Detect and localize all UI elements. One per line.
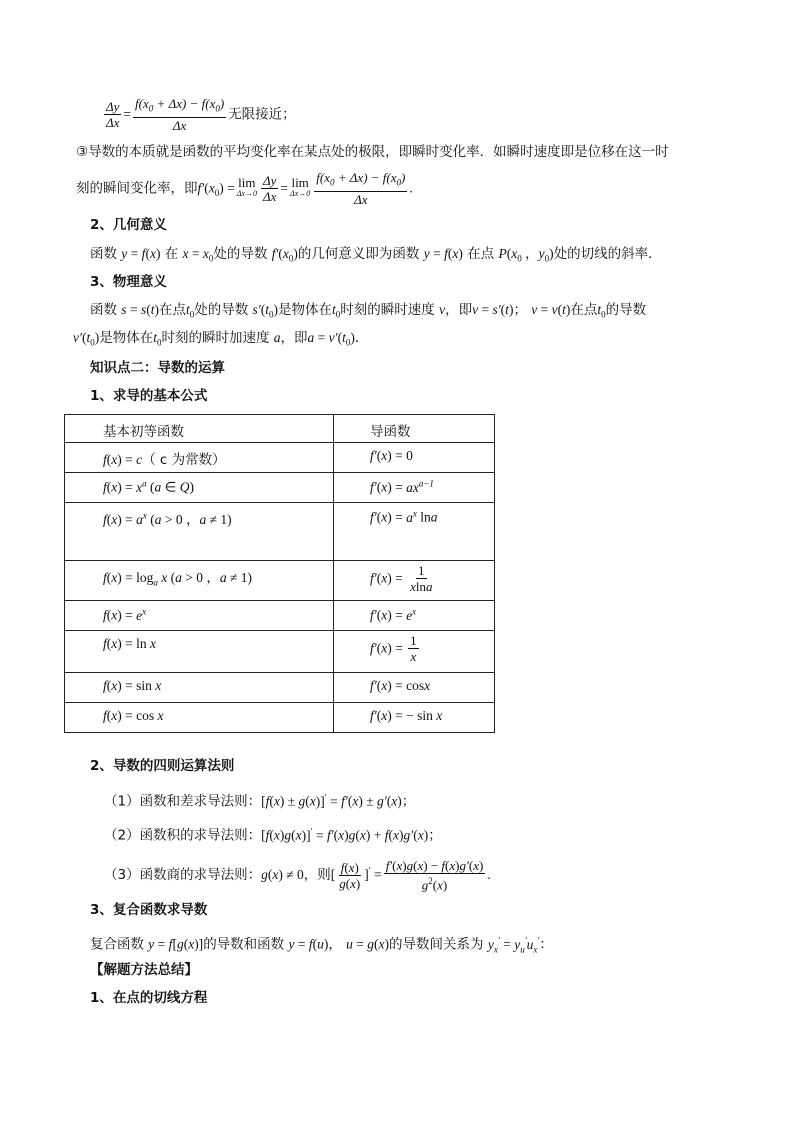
geo-heading: 2、几何意义 xyxy=(90,217,167,233)
table-row xyxy=(65,673,495,703)
rule-product: （2）函数积的求导法则：[f(x)g(x)]′ = f′(x)g(x) + f(x)g′(x)； xyxy=(104,826,442,844)
approach-text: 无限接近； xyxy=(228,106,296,123)
table-cell: f′(x) = − sin x xyxy=(334,703,495,733)
table-row xyxy=(65,601,495,631)
kp2-sub3: 3、复合函数求导数 xyxy=(90,902,208,918)
phys-text-2: $v'(t_0)$是物体在$t_0$时刻的瞬时加速度 a，即$a = v'(t_0)$． xyxy=(73,330,369,348)
table-cell: f(x) = ln x xyxy=(65,631,334,673)
kp2-heading: 知识点二：导数的运算 xyxy=(90,360,225,376)
table-row xyxy=(65,703,495,733)
table-cell: $f(x) = \log_a x$ (a > 0 ，a ≠ 1) xyxy=(65,561,334,601)
phys-heading: 3、物理意义 xyxy=(90,274,167,290)
difference-quotient: $\frac{f(x_0 + \Delta x) - f(x_0)}{\Delta x}$ xyxy=(135,96,225,133)
table-row xyxy=(65,503,495,561)
table-row xyxy=(65,631,495,673)
phys-text-1: 函数 s = s(t)在点$t_0$处的导数 $s'(t_0)$是物体在$t_0$时刻的瞬时速度 v，即v = s′(t)； v = v(t)在点$t_0$的导数 xyxy=(90,302,647,320)
table-header-cell: 导函数 xyxy=(334,415,495,443)
table-cell: $f'(x) = e^x$ xyxy=(334,601,495,631)
table-row xyxy=(65,561,495,601)
essence-line-1: ③导数的本质就是函数的平均变化率在某点处的极限，即瞬时变化率．如瞬时速度即是位移在这一时 xyxy=(76,144,669,160)
derivative-formula-table xyxy=(64,414,495,733)
composite-rule: 复合函数 y = f[g(x)]的导数和函数 y = f(u)， u = g(x)的导数间关系为 $y_x' = y_u'u_x'$： xyxy=(90,935,553,955)
rule-sum: （1）函数和差求导法则：[f(x) ± g(x)]′ = f′(x) ± g′(x)； xyxy=(104,792,416,810)
table-cell: f′(x) = cosx xyxy=(334,673,495,703)
table-cell: $f(x) = e^x$ xyxy=(65,601,334,631)
delta-ratio: $\frac{\Delta y}{\Delta x}$ xyxy=(106,98,120,130)
method-heading: 【解题方法总结】 xyxy=(90,962,198,978)
kp2-sub1: 1、求导的基本公式 xyxy=(90,388,208,404)
table-row xyxy=(65,443,495,473)
table-cell: f(x) = c（ c 为常数） xyxy=(65,443,334,473)
essence-line-2: 刻的瞬间变化率，即$f'(x_0)$ = lim Δx→0 $\frac{\Delta y}{\Delta x}$ = lim Δx→0 $\frac{f(x_0 + \Delta x) - f(x_0)}{\Delta x}$ . xyxy=(76,170,413,207)
table-cell: f(x) = sin x xyxy=(65,673,334,703)
geo-text: 函数 y = f(x) 在 $x = x_0$处的导数 $f'(x_0)$的几何意义即为函数 y = f(x) 在点 $P(x_0$ ，$y_0$)处的切线的斜率． xyxy=(90,246,662,264)
table-row xyxy=(65,473,495,503)
table-cell: $f(x) = x^a$ (a ∈ Q) xyxy=(65,473,334,503)
rule-quotient: （3）函数商的求导法则：g(x) ≠ 0，则[ $\frac{f(x)}{g(x)}$ ]′ = $\frac{f'(x)g(x) - f(x)g'(x)}{g^2(x)}$ . xyxy=(104,858,491,893)
table-cell: f′(x) = $\frac{1}{x}$ xyxy=(334,631,495,673)
table-cell: f(x) = cos x xyxy=(65,703,334,733)
kp2-sub2: 2、导数的四则运算法则 xyxy=(90,758,235,774)
derivative-limit-fraction-line: $\frac{\Delta y}{\Delta x}$ = $\frac{f(x_0 + \Delta x) - f(x_0)}{\Delta x}$ 无限接近； xyxy=(106,96,296,133)
limit-symbol: lim Δx→0 xyxy=(236,175,257,199)
table-cell: $f'(x) = a^x$ lna xyxy=(334,503,495,561)
essence-line-2-prefix: 刻的瞬间变化率，即 xyxy=(76,180,198,197)
table-cell: $f'(x) = ax^{a-1}$ xyxy=(334,473,495,503)
table-header-cell: 基本初等函数 xyxy=(65,415,334,443)
table-cell: f′(x) = $\frac{1}{xlna}$ xyxy=(334,561,495,601)
table-header-row xyxy=(65,415,495,443)
table-cell: $f(x) = a^x$ (a > 0 ，a ≠ 1) xyxy=(65,503,334,561)
method-item-1: 1、在点的切线方程 xyxy=(90,990,208,1006)
table-cell: f′(x) = 0 xyxy=(334,443,495,473)
